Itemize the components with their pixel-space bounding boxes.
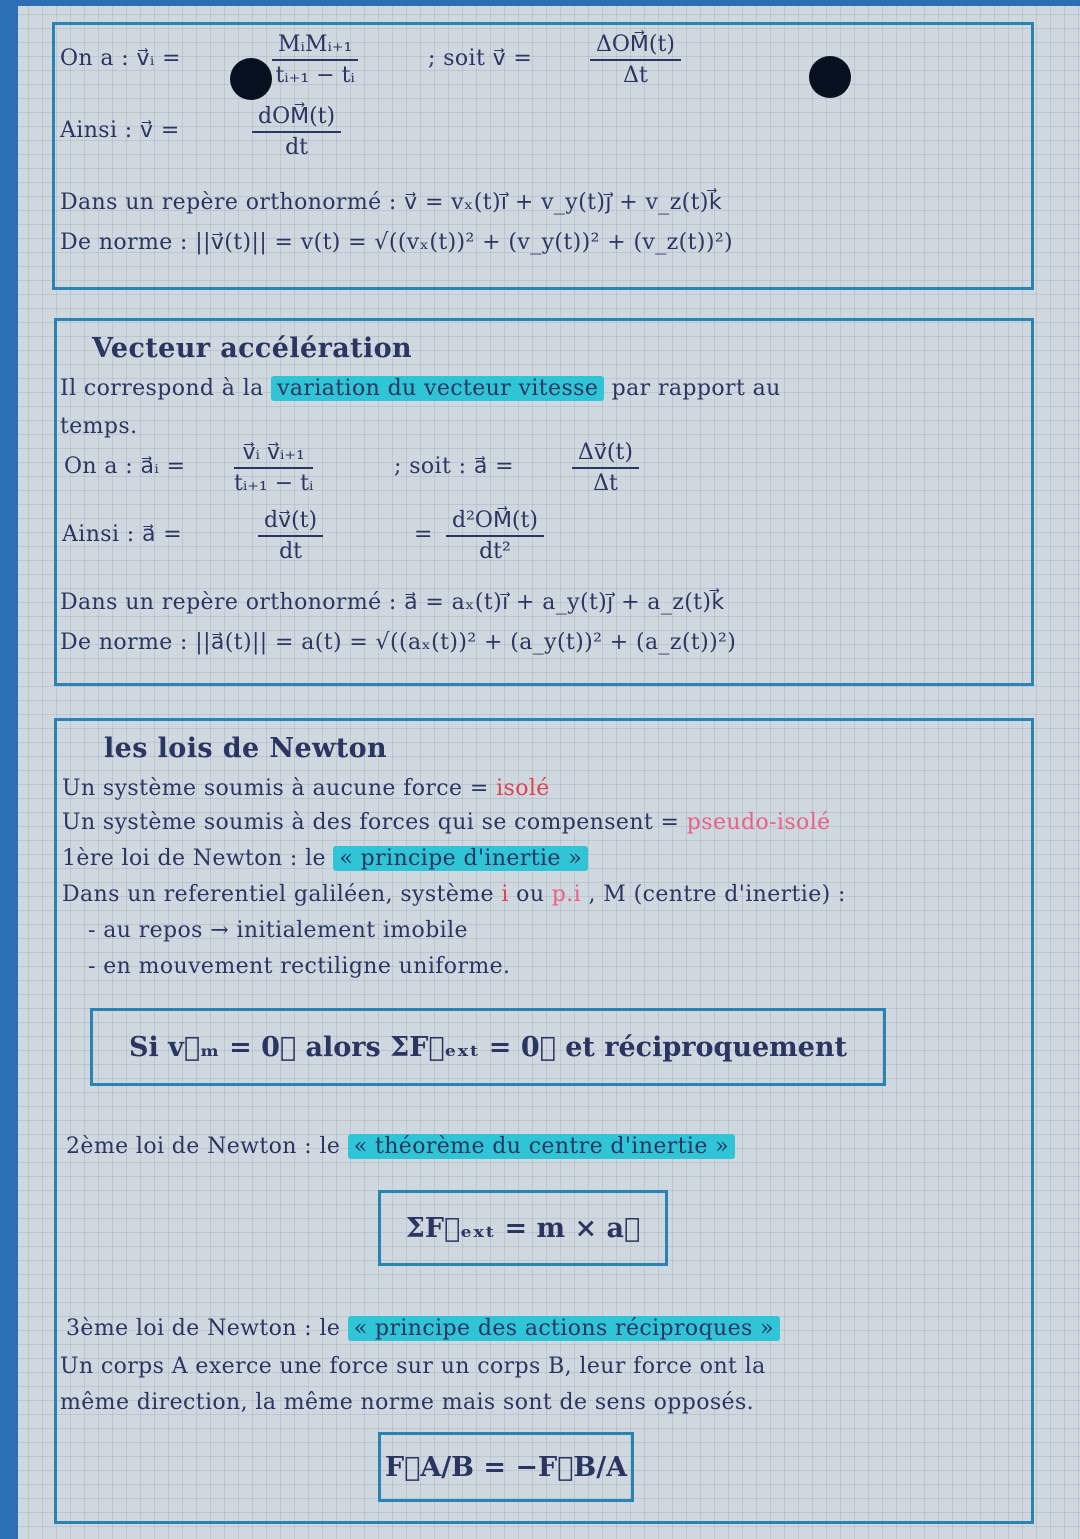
galilean-pi: p.i xyxy=(551,882,582,907)
isolated-system-line xyxy=(62,774,550,804)
acceleration-components: Dans un repère orthonormé : a⃗ = aₓ(t)i⃗ + a_y(t)j⃗ + a_z(t)k⃗ xyxy=(60,590,725,615)
frac-denominator: tᵢ₊₁ − tᵢ xyxy=(234,471,314,496)
at-rest-line: - au repos → initialement imobile xyxy=(88,918,468,943)
third-law-pre: 3ème loi de Newton : le xyxy=(66,1316,341,1341)
acceleration-norm: De norme : ||a⃗(t)|| = a(t) = √((aₓ(t))² + (a_y(t))² + (a_z(t))²) xyxy=(60,630,737,655)
highlight-variation: variation du vecteur vitesse xyxy=(271,376,604,401)
binder-edge-top xyxy=(0,0,1080,6)
frac-numerator: Δv⃗(t) xyxy=(572,440,639,469)
galilean-i: i xyxy=(501,882,509,907)
second-law-formula-box: ΣF⃗ₑₓₜ = m × a⃗ xyxy=(378,1190,668,1266)
reciprocal-force-line-2: même direction, la même norme mais sont de sens opposés. xyxy=(60,1390,755,1415)
highlight-center-of-inertia: « théorème du centre d'inertie » xyxy=(348,1134,735,1159)
galilean-or: ou xyxy=(516,882,545,907)
acceleration-intro xyxy=(60,374,781,404)
equals-sign: = xyxy=(414,522,433,547)
first-law-line xyxy=(62,844,588,874)
second-law-pre: 2ème loi de Newton : le xyxy=(66,1134,341,1159)
frac-numerator: v⃗ᵢ v⃗ᵢ₊₁ xyxy=(234,440,313,469)
intro-pre: Il correspond à la xyxy=(60,376,264,401)
intro-post: par rapport au xyxy=(611,376,781,401)
frac-numerator: d²OM⃗(t) xyxy=(446,508,544,537)
third-law-formula-box: F⃗A/B = −F⃗B/A xyxy=(378,1432,634,1502)
velocity-fraction-delta xyxy=(590,32,681,88)
acceleration-fraction-discrete xyxy=(234,440,313,496)
uniform-motion-line: - en mouvement rectiligne uniforme. xyxy=(88,954,511,979)
velocity-def-left: On a : v⃗ᵢ = xyxy=(60,46,181,71)
acceleration-title: Vecteur accélération xyxy=(92,333,413,364)
acceleration-def-left: On a : a⃗ᵢ = xyxy=(64,454,186,479)
second-law-line xyxy=(66,1132,735,1162)
frac-denominator: tᵢ₊₁ − tᵢ xyxy=(275,63,355,88)
isolated-pre: Un système soumis à aucune force = xyxy=(62,776,489,801)
frac-numerator: MᵢMᵢ₊₁ xyxy=(272,32,358,61)
galilean-frame-line xyxy=(62,880,846,910)
frac-denominator: dt xyxy=(285,135,309,160)
velocity-norm: De norme : ||v⃗(t)|| = v(t) = √((vₓ(t))² + (v_y(t))² + (v_z(t))²) xyxy=(60,230,734,255)
frac-denominator: Δt xyxy=(623,63,648,88)
frac-denominator: dt xyxy=(279,539,303,564)
binder-edge xyxy=(0,0,18,1539)
frac-denominator: Δt xyxy=(593,471,618,496)
pseudo-isolated-term: pseudo-isolé xyxy=(686,810,831,835)
velocity-fraction-discrete xyxy=(272,32,358,88)
third-law-line xyxy=(66,1314,780,1344)
acceleration-fraction-delta xyxy=(572,440,639,496)
frac-numerator: dOM⃗(t) xyxy=(252,104,341,133)
acceleration-derivative-left: Ainsi : a⃗ = xyxy=(62,522,183,547)
velocity-components: Dans un repère orthonormé : v⃗ = vₓ(t)i⃗ + v_y(t)j⃗ + v_z(t)k⃗ xyxy=(60,190,723,215)
pseudo-isolated-line xyxy=(62,808,831,838)
galilean-post: , M (centre d'inertie) : xyxy=(588,882,846,907)
velocity-derivative-left: Ainsi : v⃗ = xyxy=(60,118,180,143)
galilean-pre: Dans un referentiel galiléen, système xyxy=(62,882,494,907)
first-law-formula-box: Si v⃗ₘ = 0⃗ alors ΣF⃗ₑₓₜ = 0⃗ et réciproquement xyxy=(90,1008,886,1086)
velocity-def-mid: ; soit v⃗ = xyxy=(428,46,533,71)
pseudo-pre: Un système soumis à des forces qui se compensent = xyxy=(62,810,680,835)
acceleration-derivative-fraction xyxy=(258,508,323,564)
isolated-term: isolé xyxy=(496,776,550,801)
acceleration-second-derivative-fraction xyxy=(446,508,544,564)
velocity-derivative-fraction xyxy=(252,104,341,160)
frac-numerator: ΔOM⃗(t) xyxy=(590,32,681,61)
first-law-pre: 1ère loi de Newton : le xyxy=(62,846,326,871)
newton-title: les lois de Newton xyxy=(104,733,388,764)
highlight-inertia-principle: « principe d'inertie » xyxy=(333,846,588,871)
reciprocal-force-line-1: Un corps A exerce une force sur un corps B, leur force ont la xyxy=(60,1354,766,1379)
highlight-reciprocal-actions: « principe des actions réciproques » xyxy=(348,1316,780,1341)
frac-denominator: dt² xyxy=(479,539,511,564)
acceleration-def-mid: ; soit : a⃗ = xyxy=(394,454,514,479)
frac-numerator: dv⃗(t) xyxy=(258,508,323,537)
acceleration-intro-cont: temps. xyxy=(60,414,138,439)
